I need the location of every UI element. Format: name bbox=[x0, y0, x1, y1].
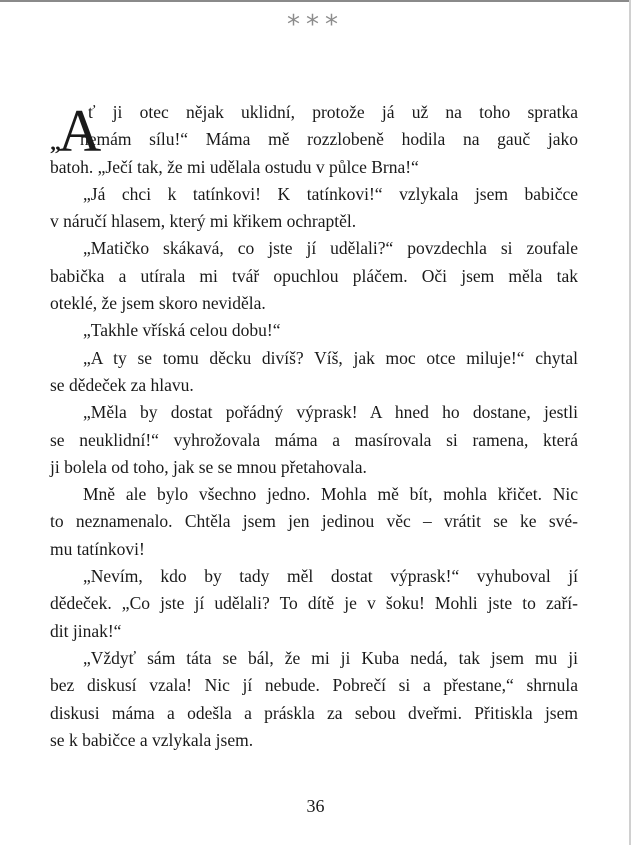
drop-cap bbox=[50, 98, 102, 164]
text-line: se dědeček za hlavu. bbox=[50, 374, 194, 395]
text-line: „Takhle vříská celou dobu!“ bbox=[83, 320, 281, 341]
section-ornament: *** bbox=[287, 10, 344, 40]
text-line: se neuklidní!“ vyhrožovala máma a masírovala si ramena, která bbox=[50, 429, 578, 450]
text-line: dit jinak!“ bbox=[50, 620, 122, 641]
drop-cap-letter: A bbox=[58, 98, 102, 164]
top-border bbox=[0, 0, 631, 2]
text-line: babička a utírala mi tvář opuchlou pláčem. Oči jsem měla tak bbox=[50, 265, 578, 286]
text-line: bez diskusí vzala! Nic jí nebude. Pobrečí si a přestane,“ shrnula bbox=[50, 675, 578, 696]
text-line: dědeček. „Co jste jí udělali? To dítě je v šoku! Mohli jste to zaří- bbox=[50, 593, 578, 614]
text-line: „A ty se tomu děcku divíš? Víš, jak moc otce miluje!“ chytal bbox=[83, 347, 578, 368]
text-line: diskusi máma a odešla a práskla za sebou dveřmi. Přitiskla jsem bbox=[50, 702, 578, 723]
text-line: „Nevím, kdo by tady měl dostat výprask!“ vyhuboval jí bbox=[83, 566, 578, 587]
text-line: „Já chci k tatínkovi! K tatínkovi!“ vzlykala jsem babičce bbox=[83, 183, 578, 204]
text-line: „Vždyť sám táta se bál, že mi ji Kuba nedá, tak jsem mu ji bbox=[83, 647, 578, 668]
text-line: se k babičce a vzlykala jsem. bbox=[50, 729, 254, 750]
text-line: „Měla by dostat pořádný výprask! A hned ho dostane, jestli bbox=[83, 402, 578, 423]
page-number: 36 bbox=[306, 796, 325, 816]
text-line: v náručí hlasem, který mi křikem ochraptěl. bbox=[50, 211, 357, 232]
drop-cap-quote: „ bbox=[50, 130, 61, 155]
text-line: oteklé, že jsem skoro neviděla. bbox=[50, 293, 266, 314]
text-line: Mně ale bylo všechno jedno. Mohla mě bít, mohla křičet. Nic bbox=[83, 484, 578, 505]
text-line: mu tatínkovi! bbox=[50, 538, 145, 559]
text-line: ť ji otec nějak uklidní, protože já už na toho spratka bbox=[88, 102, 578, 122]
text-line: batoh. „Ječí tak, že mi udělala ostudu v půlce Brna!“ bbox=[50, 156, 419, 177]
body-text bbox=[50, 99, 578, 754]
text-line: nemám sílu!“ Máma mě rozzlobeně hodila na gauč jako bbox=[80, 129, 578, 150]
text-line: „Matičko skákavá, co jste jí udělali?“ povzdechla si zoufale bbox=[83, 238, 578, 259]
text-line: ji bolela od toho, jak se se mnou přetahovala. bbox=[50, 456, 367, 477]
text-line: to neznamenalo. Chtěla jsem jen jedinou věc – vrátit se ke své- bbox=[50, 511, 578, 532]
